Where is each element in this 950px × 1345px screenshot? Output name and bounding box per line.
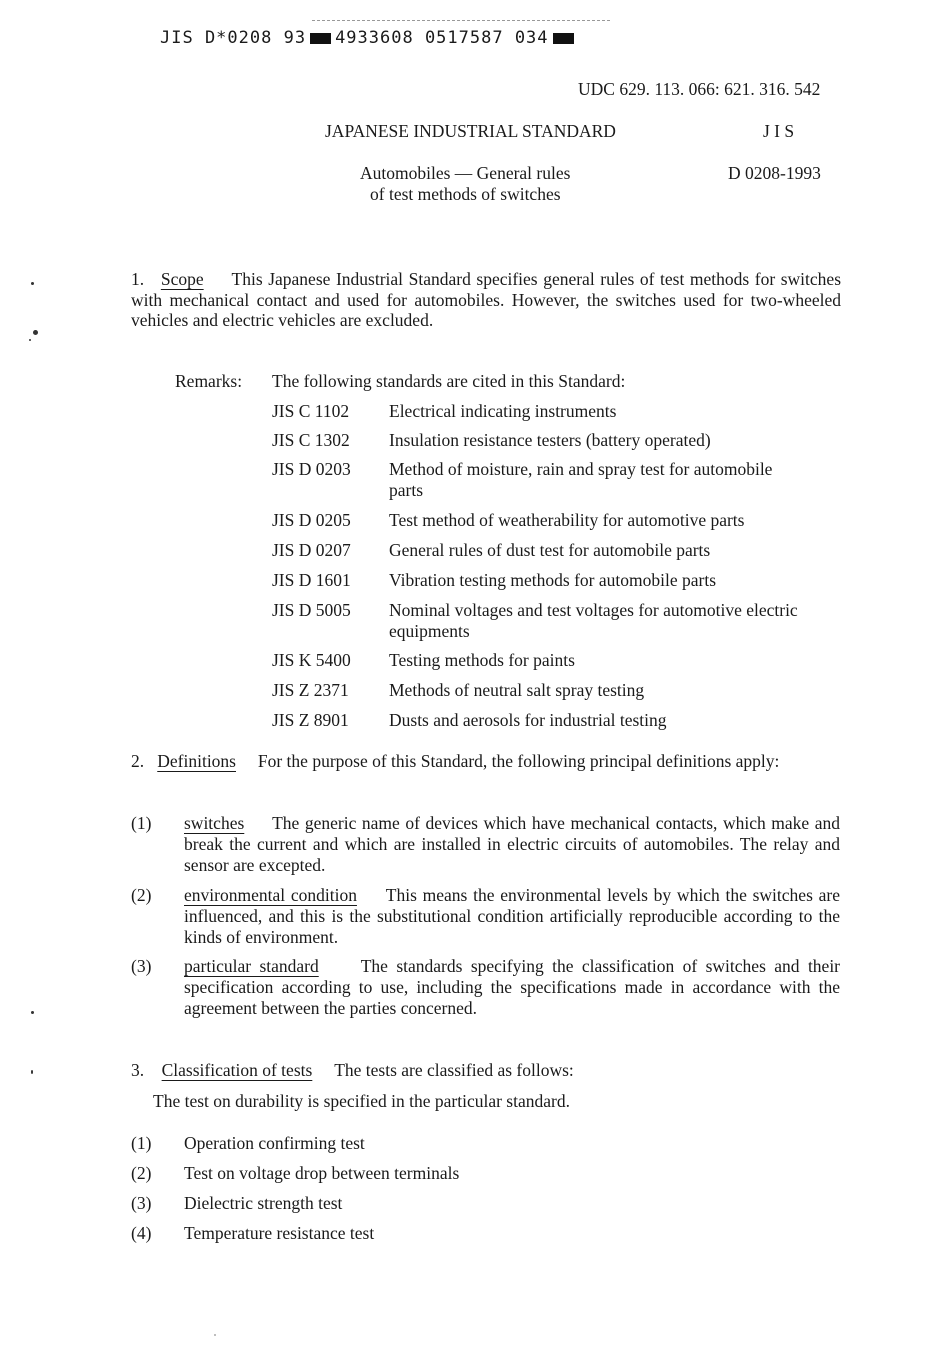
scan-code-right: 4933608 0517587 034 [335,28,549,48]
ref-title: Test method of weatherability for automotive parts [389,510,745,530]
ref-code: JIS Z 2371 [272,680,349,700]
section-heading: Scope [160,269,204,289]
udc-code: UDC 629. 113. 066: 621. 316. 542 [578,79,821,99]
ref-title: Method of moisture, rain and spray test for automobile parts [389,459,773,500]
section-definitions [131,751,841,772]
test-number: (3) [131,1193,152,1213]
ref-title: Dusts and aerosols for industrial testing [389,710,667,730]
ref-code: JIS Z 8901 [272,710,349,730]
ref-code: JIS C 1302 [272,430,350,450]
definition-number: (1) [131,813,152,833]
definition-text: The standards specifying the classification of switches and their specification according to use, including the specifications made in accordance with the agreement between the parties concerned. [184,956,841,1018]
standard-number: D 0208-1993 [728,163,821,183]
section-text: For the purpose of this Standard, the following principal definitions apply: [257,751,780,771]
scan-speck [31,1070,33,1074]
standard-org: JAPANESE INDUSTRIAL STANDARD [325,121,616,141]
test-item: Test on voltage drop between terminals [184,1163,460,1183]
remarks-label: Remarks: [175,371,243,391]
ref-code: JIS C 1102 [272,401,350,421]
definition-term: particular standard [184,956,319,976]
scan-speck [29,339,31,341]
scan-speck [214,1334,216,1336]
ref-code: JIS D 1601 [272,570,351,590]
section-scope [131,269,841,331]
section-note: The test on durability is specified in the particular standard. [153,1091,570,1111]
barcode-block [310,33,331,44]
test-number: (2) [131,1163,152,1183]
section-text: The tests are classified as follows: [334,1060,574,1080]
test-item: Dielectric strength test [184,1193,343,1213]
section-classification [131,1060,841,1081]
section-number: 2. [131,751,145,771]
barcode-block [553,33,574,44]
ref-title: Testing methods for paints [389,650,575,670]
definition-term: switches [184,813,245,833]
standard-mark: J I S [763,121,795,141]
section-number: 1. [131,269,145,289]
definition-number: (3) [131,956,152,976]
ref-code: JIS D 0203 [272,459,351,479]
ref-title: Insulation resistance testers (battery operated) [389,430,711,450]
scan-code-left: JIS D*0208 93 [160,28,307,48]
definition-item [184,956,840,1019]
ref-title: Nominal voltages and test voltages for automotive electric equipments [389,600,798,641]
scan-speck [31,1011,34,1014]
ref-code: JIS D 5005 [272,600,351,620]
section-number: 3. [131,1060,145,1080]
remarks-intro: The following standards are cited in this Standard: [272,371,626,391]
scan-rule [312,20,610,21]
standard-title-line2: of test methods of switches [370,184,561,204]
test-number: (1) [131,1133,152,1153]
definition-number: (2) [131,885,152,905]
section-heading: Classification of tests [161,1060,313,1080]
section-heading: Definitions [157,751,236,771]
scan-header [160,28,578,48]
test-number: (4) [131,1223,152,1243]
definition-text: This means the environmental levels by which the switches are influenced, and this is the substitutional condition artificially reproducible according to the kinds of environment. [184,885,840,947]
definition-item [184,813,840,876]
ref-title: Methods of neutral salt spray testing [389,680,645,700]
scan-speck [33,330,38,335]
test-item: Operation confirming test [184,1133,365,1153]
definition-text: The generic name of devices which have mechanical contacts, which make and break the current and which are installed in electric circuits of automobiles. The relay and sensor are excepted. [184,813,841,875]
scan-speck [31,282,34,285]
ref-title: Vibration testing methods for automobile parts [389,570,717,590]
ref-code: JIS D 0207 [272,540,351,560]
ref-code: JIS D 0205 [272,510,351,530]
definition-term: environmental condition [184,885,357,905]
ref-code: JIS K 5400 [272,650,351,670]
definition-item [184,885,840,948]
test-item: Temperature resistance test [184,1223,375,1243]
section-text: This Japanese Industrial Standard specifies general rules of test methods for switches with mechanical contact and used for automobiles. However, the switches used for two-wheeled vehicles and electric vehicles are excluded. [131,269,842,330]
ref-title: Electrical indicating instruments [389,401,617,421]
ref-title: General rules of dust test for automobile parts [389,540,711,560]
standard-title-line1: Automobiles — General rules [360,163,571,183]
